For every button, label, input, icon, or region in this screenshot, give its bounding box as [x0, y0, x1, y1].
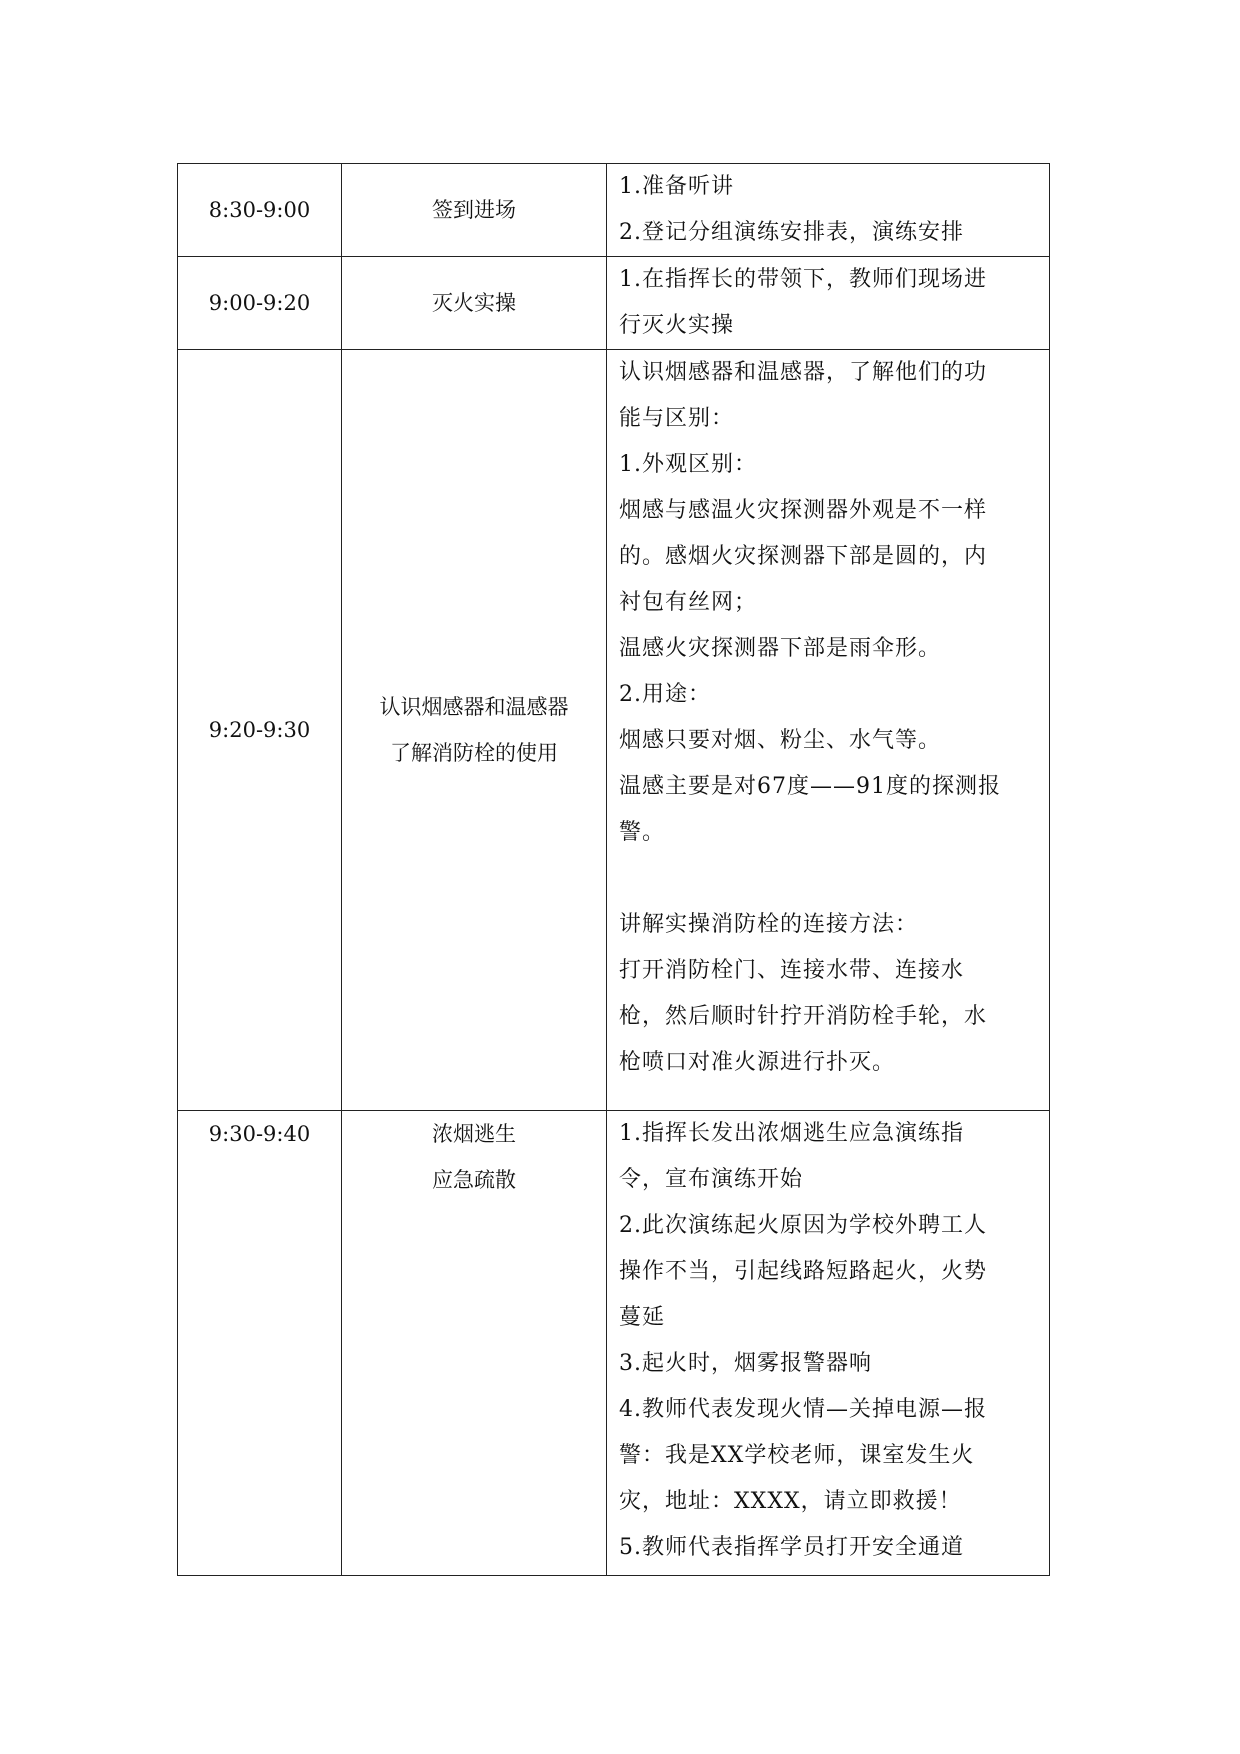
activity-cell: 认识烟感器和温感器 了解消防栓的使用: [342, 350, 607, 1111]
time-cell: 9:00-9:20: [178, 257, 342, 350]
table-row: [178, 1111, 1050, 1576]
activity-cell: 灭火实操: [342, 257, 607, 350]
details-cell: 1.准备听讲 2.登记分组演练安排表，演练安排: [607, 164, 1050, 257]
activity-cell: 签到进场: [342, 164, 607, 257]
details-cell: 1.指挥长发出浓烟逃生应急演练指 令，宣布演练开始 2.此次演练起火原因为学校外聘工人 操作不当，引起线路短路起火，火势 蔓延 3.起火时，烟雾报警器响 4.教师代表发现火情—关掉电源—报 警：我是XX学校老师，课室发生火 灾，地址：XXXX，请立即救援！ 5.教师代表指挥学员打开安全通道: [607, 1111, 1050, 1576]
time-cell: 8:30-9:00: [178, 164, 342, 257]
schedule-table: [177, 163, 1050, 1576]
details-cell: 认识烟感器和温感器，了解他们的功 能与区别： 1.外观区别： 烟感与感温火灾探测器外观是不一样 的。感烟火灾探测器下部是圆的，内 衬包有丝网； 温感火灾探测器下部是雨伞形。 2.用途： 烟感只要对烟、粉尘、水气等。 温感主要是对67度——91度的探测报 警。 讲解实操消防栓的连接方法： 打开消防栓门、连接水带、连接水 枪，然后顺时针拧开消防栓手轮，水 枪喷口对准火源进行扑灭。: [607, 350, 1050, 1111]
table-row: [178, 164, 1050, 257]
time-cell: 9:30-9:40: [178, 1111, 342, 1576]
table-row: [178, 350, 1050, 1111]
details-cell: 1.在指挥长的带领下，教师们现场进 行灭火实操: [607, 257, 1050, 350]
table-row: [178, 257, 1050, 350]
time-cell: 9:20-9:30: [178, 350, 342, 1111]
activity-cell: 浓烟逃生 应急疏散: [342, 1111, 607, 1576]
